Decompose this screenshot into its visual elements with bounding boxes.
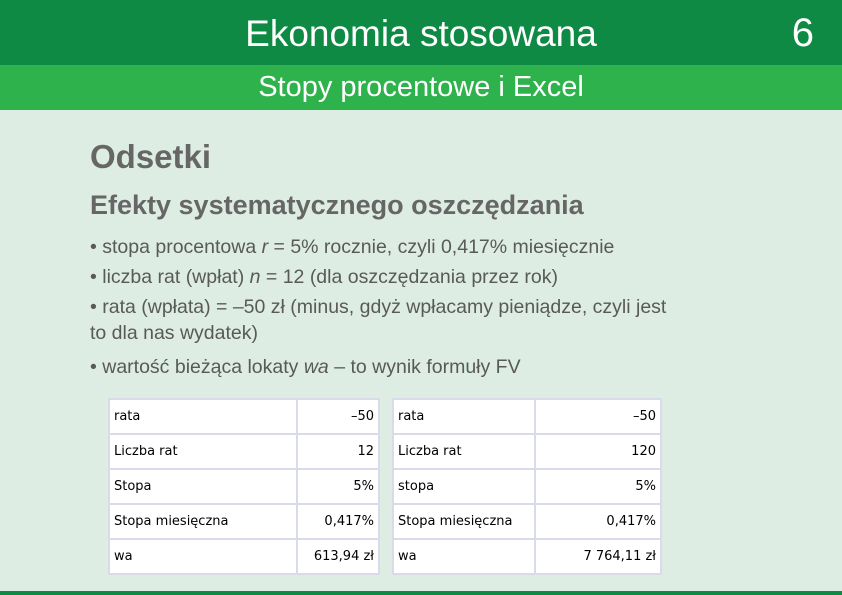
row-value: 613,94 zł: [297, 539, 379, 574]
row-label: Liczba rat: [109, 434, 297, 469]
row-label: wa: [109, 539, 297, 574]
table-row: [109, 469, 379, 504]
row-value: 120: [535, 434, 661, 469]
row-value: 5%: [535, 469, 661, 504]
row-value: –50: [297, 399, 379, 434]
table-row: [393, 504, 661, 539]
slide-number: 6: [791, 11, 814, 55]
row-label: rata: [393, 399, 535, 434]
table-row: [393, 434, 661, 469]
table-row: [109, 399, 379, 434]
calc-table-1-year: [108, 398, 380, 575]
bullet-payment: • rata (wpłata) = –50 zł (minus, gdyż wpłacamy pieniądze, czyli jest to dla nas wydatek): [90, 296, 667, 344]
row-label: Liczba rat: [393, 434, 535, 469]
table-row: [109, 504, 379, 539]
bullet-future-value: • wartość bieżąca lokaty wa – to wynik formuły FV: [90, 356, 521, 378]
calc-table-10-years: [392, 398, 662, 575]
table-row: [393, 469, 661, 504]
table-row: [393, 399, 661, 434]
row-value: 7 764,11 zł: [535, 539, 661, 574]
section-subheading: Efekty systematycznego oszczędzania: [90, 190, 584, 220]
row-label: Stopa: [109, 469, 297, 504]
row-label: wa: [393, 539, 535, 574]
row-label: rata: [109, 399, 297, 434]
row-label: Stopa miesięczna: [393, 504, 535, 539]
row-value: –50: [535, 399, 661, 434]
row-value: 0,417%: [535, 504, 661, 539]
table-row: [393, 539, 661, 574]
slide-title: Ekonomia stosowana: [245, 13, 597, 54]
row-label: stopa: [393, 469, 535, 504]
table-row: [109, 434, 379, 469]
bullet-list: [90, 232, 810, 382]
bullet-interest-rate: • stopa procentowa r = 5% rocznie, czyli 0,417% miesięcznie: [90, 236, 615, 258]
table-row: [109, 539, 379, 574]
bullet-number-of-payments: • liczba rat (wpłat) n = 12 (dla oszczędzania przez rok): [90, 266, 559, 288]
row-label: Stopa miesięczna: [109, 504, 297, 539]
row-value: 0,417%: [297, 504, 379, 539]
row-value: 12: [297, 434, 379, 469]
section-heading: Odsetki: [90, 138, 212, 175]
bottom-border: [0, 591, 842, 595]
slide-subtitle: Stopy procentowe i Excel: [258, 71, 584, 103]
row-value: 5%: [297, 469, 379, 504]
